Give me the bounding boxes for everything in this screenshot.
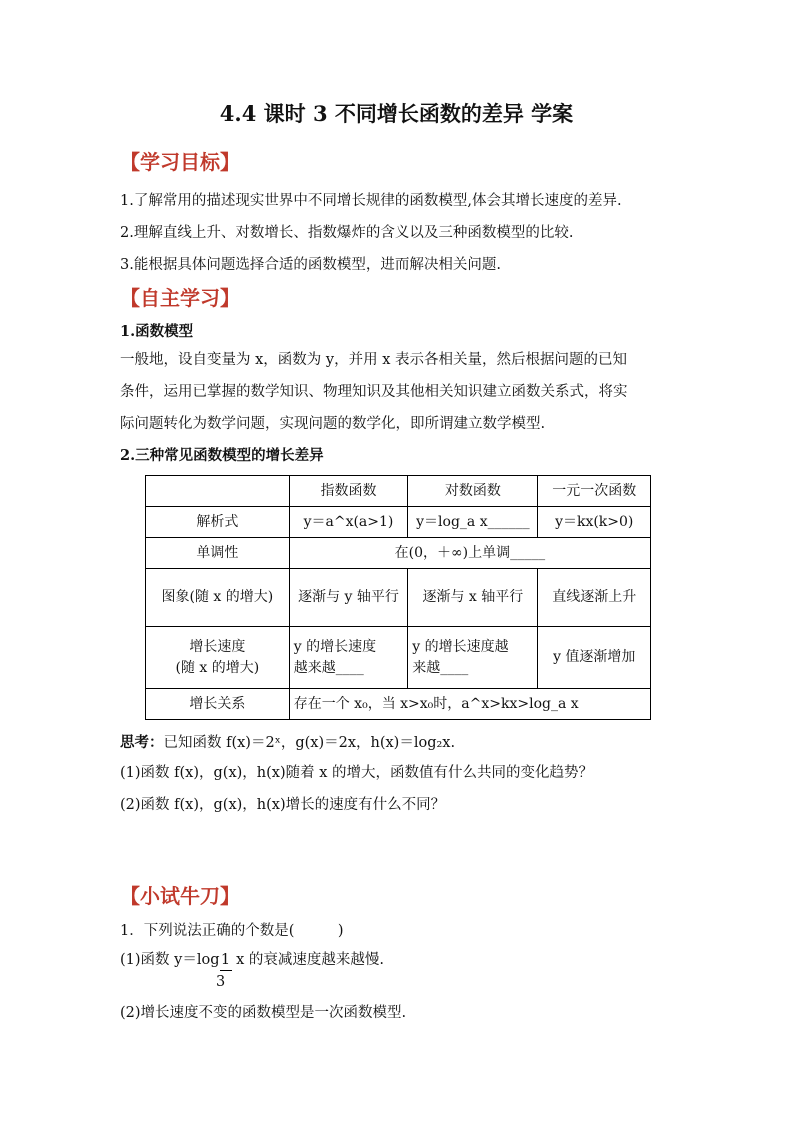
table-row — [146, 569, 651, 627]
cell-line: 增长速度 — [189, 638, 246, 655]
table-cell: 图象(随 x 的增大) — [146, 569, 290, 627]
table-cell: 逐渐与 y 轴平行 — [289, 569, 408, 627]
think-text: 已知函数 f(x)＝2ˣ，g(x)＝2x，h(x)＝log₂x. — [163, 735, 456, 751]
table-cell: 解析式 — [146, 507, 290, 538]
table-header-exp: 指数函数 — [289, 476, 408, 507]
paragraph-line-2: 条件，运用已掌握的数学知识、物理知识及其他相关知识建立函数关系式，将实 — [120, 384, 628, 400]
cell-line: y 的增长速度越 — [412, 638, 509, 655]
table-cell — [289, 627, 408, 689]
table-row — [146, 538, 651, 569]
table-cell — [146, 627, 290, 689]
table-cell — [146, 476, 290, 507]
table-cell: y＝log_a x______ — [408, 507, 538, 538]
table-cell: y＝kx(k>0) — [538, 507, 651, 538]
think-label: 思考： — [120, 734, 164, 751]
cell-line: 越来越____ — [293, 659, 364, 676]
page-title: 4.4 课时 3 不同增长函数的差异 学案 — [219, 101, 574, 126]
cell-line: (随 x 的增大) — [175, 659, 260, 676]
table-cell: 在(0，＋∞)上单调_____ — [289, 538, 650, 569]
table-header-log: 对数函数 — [408, 476, 538, 507]
table-cell: y 值逐渐增加 — [538, 627, 651, 689]
cell-line: 来越____ — [412, 659, 469, 676]
fraction-denominator: 3 — [216, 974, 226, 990]
section-goals-heading: 【学习目标】 — [120, 150, 240, 174]
table-cell: 直线逐渐上升 — [538, 569, 651, 627]
table-cell: 单调性 — [146, 538, 290, 569]
item-text: x 的衰减速度越来越慢. — [236, 952, 385, 968]
cell-line: y 的增长速度 — [293, 638, 377, 655]
think-question-2: (2)函数 f(x)，g(x)，h(x)增长的速度有什么不同？ — [120, 797, 446, 813]
goal-1: 1.了解常用的描述现实世界中不同增长规律的函数模型,体会其增长速度的差异. — [120, 193, 622, 209]
practice-question-1: 1．下列说法正确的个数是( ) — [120, 923, 344, 939]
goal-2: 2.理解直线上升、对数增长、指数爆炸的含义以及三种函数模型的比较. — [120, 225, 574, 241]
function-model-heading: 1.函数模型 — [120, 323, 194, 340]
table-header-linear: 一元一次函数 — [538, 476, 651, 507]
table-row — [146, 689, 651, 720]
paragraph-line-3: 际问题转化为数学问题，实现问题的数学化，即所谓建立数学模型. — [120, 416, 546, 432]
table-cell — [408, 627, 538, 689]
fraction-numerator: 1 — [220, 950, 232, 971]
goal-3: 3.能根据具体问题选择合适的函数模型，进而解决相关问题. — [120, 257, 501, 273]
think-line — [120, 733, 455, 753]
table-cell: y＝a^x(a>1) — [289, 507, 408, 538]
table-row — [146, 627, 651, 689]
practice-item-1 — [120, 950, 384, 971]
table-header-row — [146, 476, 651, 507]
table-row — [146, 507, 651, 538]
section-self-study-heading: 【自主学习】 — [120, 286, 240, 310]
growth-compare-heading: 2.三种常见函数模型的增长差异 — [120, 447, 324, 464]
section-practice-heading: 【小试牛刀】 — [120, 884, 240, 908]
table-cell: 存在一个 x₀，当 x>x₀时，a^x>kx>log_a x — [289, 689, 650, 720]
table-cell: 增长关系 — [146, 689, 290, 720]
practice-item-2: (2)增长速度不变的函数模型是一次函数模型. — [120, 1005, 407, 1021]
paragraph-line-1: 一般地，设自变量为 x，函数为 y，并用 x 表示各相关量，然后根据问题的已知 — [120, 352, 627, 368]
comparison-table — [145, 475, 651, 720]
item-text: (1)函数 y＝log — [120, 952, 220, 968]
think-question-1: (1)函数 f(x)，g(x)，h(x)随着 x 的增大，函数值有什么共同的变化趋势？ — [120, 765, 594, 781]
table-cell: 逐渐与 x 轴平行 — [408, 569, 538, 627]
